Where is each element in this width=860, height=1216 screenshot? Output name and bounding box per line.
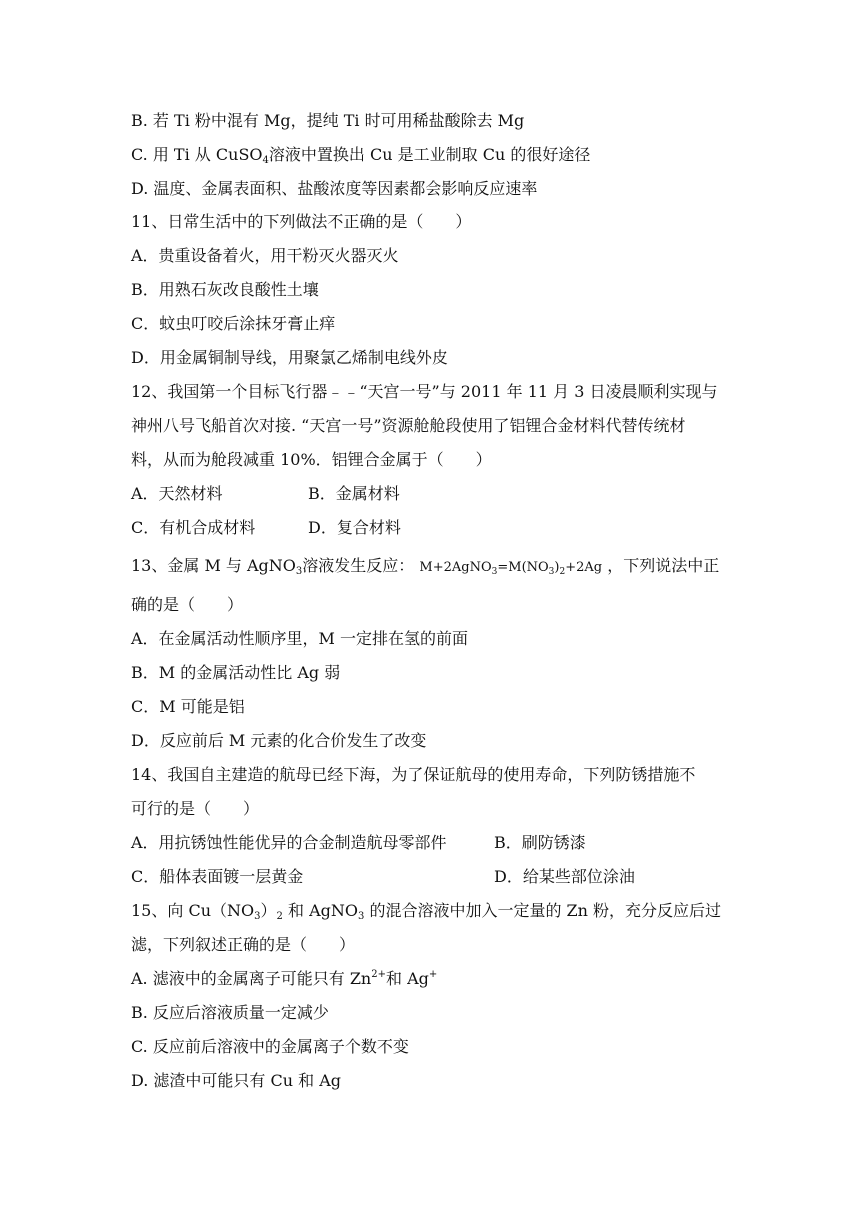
q12-option-b: B．金属材料 [308, 484, 400, 503]
q13-stem-line2: 确的是（ ） [131, 595, 244, 614]
q12-stem-line1: 12、我国第一个目标飞行器﹣﹣“天宫一号”与 2011 年 11 月 3 日凌晨顺利实现与 [131, 382, 718, 401]
q15-option-c: C. 反应前后溶液中的金属离子个数不变 [131, 1037, 409, 1056]
subscript: 3 [357, 911, 365, 922]
q12-option-a: A．天然材料 [131, 484, 223, 503]
q11-option-b: B．用熟石灰改良酸性土壤 [131, 280, 319, 299]
subscript: 2 [276, 911, 283, 922]
text-segment: 的混合溶液中加入一定量的 Zn 粉，充分反应后过 [364, 901, 722, 920]
q15-option-d: D. 滤渣中可能只有 Cu 和 Ag [131, 1071, 342, 1090]
q14-option-b: B．刷防锈漆 [494, 833, 586, 852]
subscript: 2 [559, 567, 566, 577]
q14-option-d: D．给某些部位涂油 [494, 867, 635, 886]
q12-option-c: C．有机合成材料 [131, 518, 256, 537]
text-segment: A. 滤液中的金属离子可能只有 Zn [131, 969, 372, 988]
text-segment: 溶液中置换出 Cu 是工业制取 Cu 的很好途径 [268, 145, 591, 164]
q14-stem-line1: 14、我国自主建造的航母已经下海，为了保证航母的使用寿命，下列防锈措施不 [131, 765, 696, 784]
q12-stem-line2: 神州八号飞船首次对接. “天宫一号”资源舱舱段使用了铝锂合金材料代替传统材 [131, 416, 686, 435]
q13-option-d: D．反应前后 M 元素的化合价发生了改变 [131, 731, 427, 750]
q13-option-c: C．M 可能是铝 [131, 697, 245, 716]
text-segment: 和 AgNO [282, 901, 358, 920]
q11-option-a: A．贵重设备着火，用干粉灭火器灭火 [131, 246, 399, 265]
text-segment: 13、金属 M 与 AgNO [131, 556, 296, 575]
q13-stem-line1 [131, 556, 719, 578]
q11-stem: 11、日常生活中的下列做法不正确的是（ ） [131, 212, 472, 231]
q13-option-a: A．在金属活动性顺序里，M 一定排在氢的前面 [131, 629, 469, 648]
q10-option-c [131, 145, 590, 165]
subscript: 3 [254, 911, 261, 922]
q12-option-d: D．复合材料 [308, 518, 401, 537]
text-segment: C. 用 Ti 从 CuSO [131, 145, 263, 164]
q15-stem-line1 [131, 901, 721, 921]
superscript: + [428, 969, 438, 980]
q14-option-c: C．船体表面镀一层黄金 [131, 867, 304, 886]
subscript: 3 [491, 567, 498, 577]
q10-option-b: B. 若 Ti 粉中混有 Mg，提纯 Ti 时可用稀盐酸除去 Mg [131, 111, 525, 130]
q11-option-d: D．用金属铜制导线，用聚氯乙烯制电线外皮 [131, 348, 448, 367]
q13-option-b: B．M 的金属活动性比 Ag 弱 [131, 663, 341, 682]
formula-part: ) [554, 560, 560, 575]
q14-stem-line2: 可行的是（ ） [131, 799, 260, 818]
subscript: 4 [262, 155, 269, 166]
subscript: 3 [295, 566, 303, 577]
q15-option-a [131, 969, 437, 989]
formula-part: =M(NO [497, 560, 549, 575]
q14-option-a: A．用抗锈蚀性能优异的合金制造航母零部件 [131, 833, 447, 852]
text-segment: ，下列说法中正 [607, 556, 720, 575]
subscript: 3 [548, 567, 555, 577]
reaction-equation [419, 560, 602, 575]
formula-part: M+2AgNO [419, 560, 492, 575]
q11-option-c: C．蚊虫叮咬后涂抹牙膏止痒 [131, 314, 336, 333]
text-segment: 和 Ag [386, 969, 429, 988]
text-segment: 15、向 Cu（NO [131, 901, 255, 920]
text-segment: ） [260, 901, 277, 920]
superscript: 2+ [371, 969, 386, 980]
text-segment: 溶液发生反应： [302, 556, 415, 575]
q15-stem-line2: 滤，下列叙述正确的是（ ） [131, 935, 356, 954]
q10-option-d: D. 温度、金属表面积、盐酸浓度等因素都会影响反应速率 [131, 179, 538, 198]
q15-option-b: B. 反应后溶液质量一定减少 [131, 1003, 329, 1022]
q12-stem-line3: 料，从而为舱段减重 10%．铝锂合金属于（ ） [131, 450, 492, 469]
formula-part: +2Ag [565, 560, 603, 575]
